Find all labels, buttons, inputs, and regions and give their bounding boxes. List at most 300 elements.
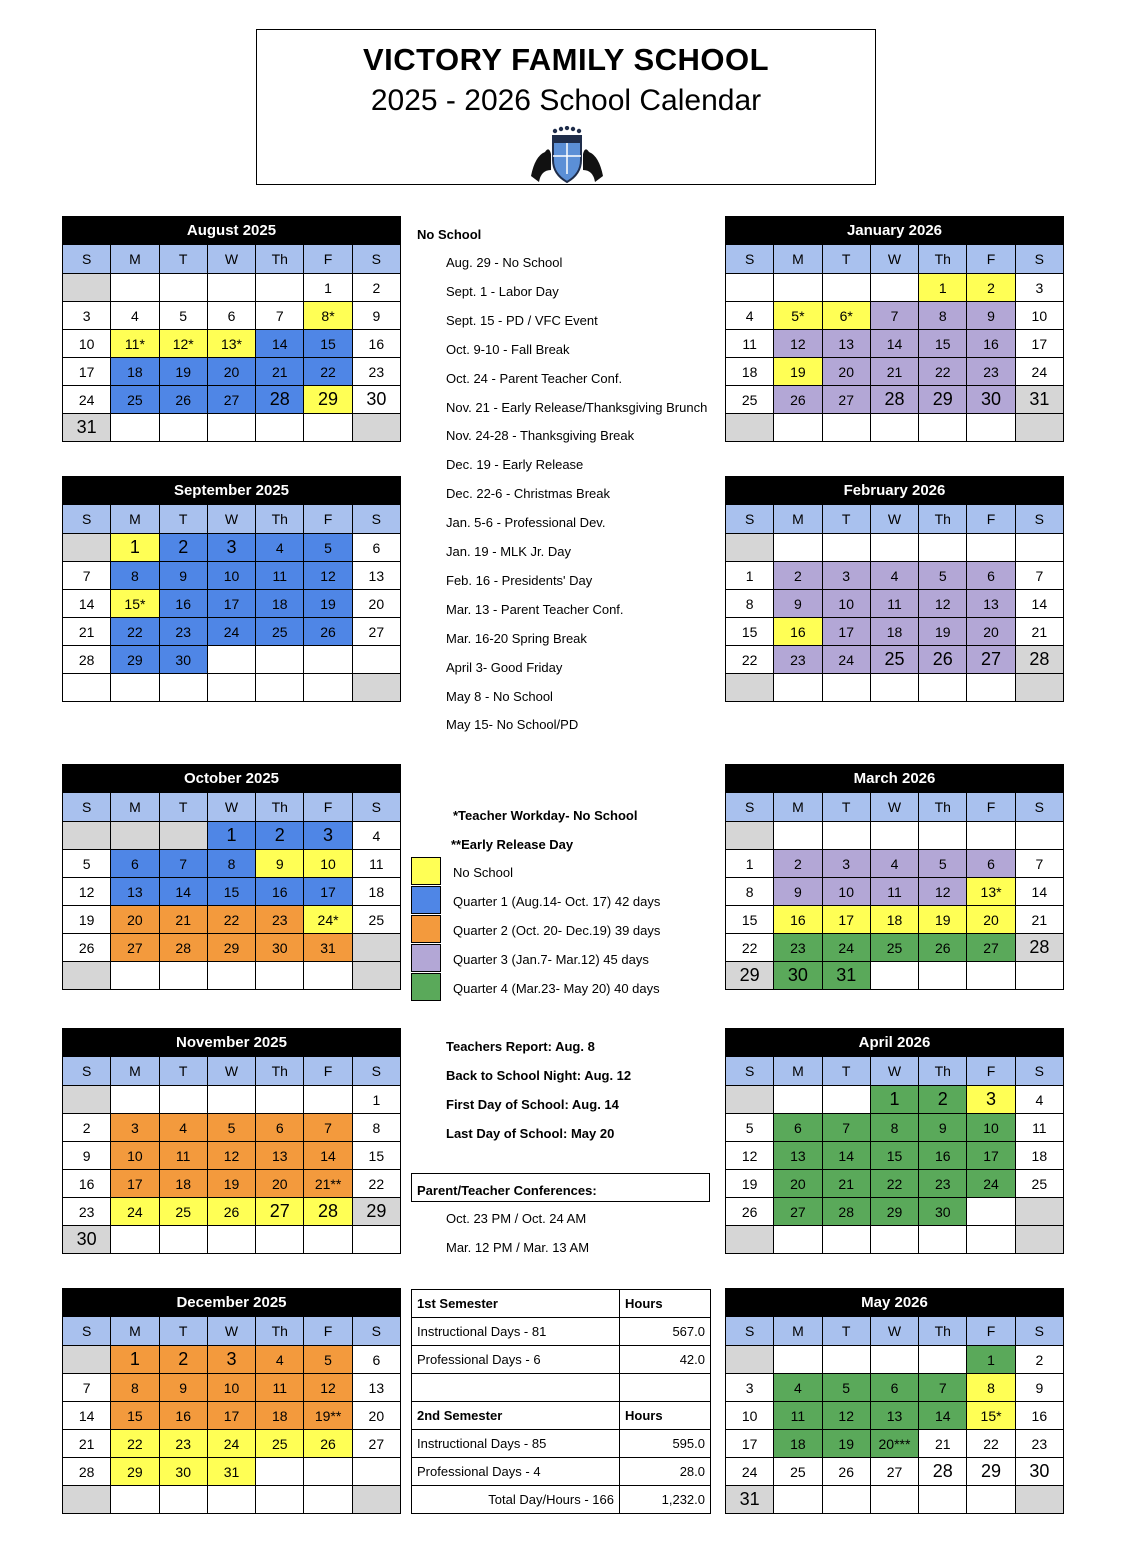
day-cell: 8	[967, 1374, 1015, 1402]
day-cell	[774, 1226, 822, 1254]
day-cell: 9	[159, 562, 207, 590]
day-cell	[63, 962, 111, 990]
day-cell: 6	[967, 562, 1015, 590]
day-cell	[256, 1086, 304, 1114]
month-title: October 2025	[62, 764, 401, 792]
week-row	[63, 414, 401, 442]
month-calendar	[62, 764, 401, 990]
day-cell: 22	[352, 1170, 400, 1198]
day-cell: 12	[822, 1402, 870, 1430]
day-cell	[304, 962, 352, 990]
day-cell: 27	[774, 1198, 822, 1226]
day-cell: 12	[304, 1374, 352, 1402]
weekday-header: S	[726, 1317, 774, 1346]
week-row	[63, 618, 401, 646]
day-cell: 17	[1015, 330, 1063, 358]
month-calendar	[62, 1028, 401, 1254]
day-cell	[822, 534, 870, 562]
day-cell: 29	[304, 386, 352, 414]
day-cell: 2	[967, 274, 1015, 302]
day-cell: 29	[111, 1458, 159, 1486]
weekday-header: F	[304, 505, 352, 534]
day-cell	[1015, 1198, 1063, 1226]
weekday-header-row	[726, 245, 1064, 274]
week-row	[726, 1346, 1064, 1374]
day-cell	[726, 274, 774, 302]
day-cell	[304, 1086, 352, 1114]
day-cell: 23	[774, 934, 822, 962]
day-cell: 15	[870, 1142, 918, 1170]
day-cell: 14	[159, 878, 207, 906]
day-cell: 21	[870, 358, 918, 386]
day-cell: 21	[1015, 906, 1063, 934]
day-cell	[726, 534, 774, 562]
day-cell: 11	[256, 562, 304, 590]
day-cell: 21**	[304, 1170, 352, 1198]
weekday-header: W	[870, 1317, 918, 1346]
week-row	[726, 822, 1064, 850]
week-row	[726, 934, 1064, 962]
day-cell: 29	[207, 934, 255, 962]
day-cell: 26	[207, 1198, 255, 1226]
day-cell: 1	[726, 850, 774, 878]
day-cell: 4	[870, 850, 918, 878]
day-cell	[1015, 1226, 1063, 1254]
day-cell: 30	[774, 962, 822, 990]
weekday-header: F	[967, 1317, 1015, 1346]
school-name: VICTORY FAMILY SCHOOL	[362, 42, 770, 77]
day-cell	[919, 1486, 967, 1514]
day-cell	[304, 646, 352, 674]
day-cell: 2	[63, 1114, 111, 1142]
day-cell: 16	[159, 1402, 207, 1430]
day-cell: 26	[774, 386, 822, 414]
day-cell: 2	[159, 1346, 207, 1374]
day-cell	[304, 1486, 352, 1514]
day-cell	[822, 1346, 870, 1374]
weekday-header-row	[63, 245, 401, 274]
day-cell: 26	[159, 386, 207, 414]
weekday-header: S	[63, 1317, 111, 1346]
day-cell	[919, 1226, 967, 1254]
weekday-header: T	[159, 1057, 207, 1086]
week-row	[63, 646, 401, 674]
week-row	[726, 358, 1064, 386]
day-cell	[304, 1458, 352, 1486]
day-cell: 9	[63, 1142, 111, 1170]
day-cell	[870, 822, 918, 850]
day-cell: 5	[304, 534, 352, 562]
day-cell	[111, 1086, 159, 1114]
day-cell: 3	[63, 302, 111, 330]
day-cell: 30	[967, 386, 1015, 414]
calendar-subtitle: 2025 - 2026 School Calendar	[370, 84, 762, 117]
day-cell: 4	[870, 562, 918, 590]
day-cell: 29	[870, 1198, 918, 1226]
weekday-header: M	[111, 793, 159, 822]
weekday-header-row	[63, 1317, 401, 1346]
week-row	[726, 274, 1064, 302]
month-title: April 2026	[725, 1028, 1064, 1056]
weekday-header: S	[352, 793, 400, 822]
day-cell: 1	[304, 274, 352, 302]
day-cell: 24*	[304, 906, 352, 934]
day-cell: 10	[304, 850, 352, 878]
day-cell: 24	[967, 1170, 1015, 1198]
day-cell	[726, 414, 774, 442]
weekday-header-row	[726, 1317, 1064, 1346]
weekday-header: T	[159, 793, 207, 822]
day-cell: 1	[870, 1086, 918, 1114]
day-cell: 13	[822, 330, 870, 358]
day-cell: 12*	[159, 330, 207, 358]
weekday-header: F	[304, 1057, 352, 1086]
week-row	[63, 878, 401, 906]
day-cell	[207, 674, 255, 702]
day-cell	[1015, 822, 1063, 850]
weekday-header: Th	[919, 505, 967, 534]
legend-label: Quarter 3 (Jan.7- Mar.12) 45 days	[453, 952, 649, 967]
week-row	[726, 1114, 1064, 1142]
day-cell: 27	[111, 934, 159, 962]
day-cell: 7	[63, 562, 111, 590]
day-cell	[159, 414, 207, 442]
day-cell	[352, 674, 400, 702]
day-cell: 17	[63, 358, 111, 386]
day-cell: 12	[63, 878, 111, 906]
day-cell: 11*	[111, 330, 159, 358]
week-row	[63, 302, 401, 330]
day-cell	[919, 822, 967, 850]
month-title: January 2026	[725, 216, 1064, 244]
day-cell: 16	[967, 330, 1015, 358]
day-cell: 29	[111, 646, 159, 674]
day-cell: 20***	[870, 1430, 918, 1458]
month-calendar	[725, 476, 1064, 702]
day-cell: 25	[256, 618, 304, 646]
weekday-header: S	[726, 245, 774, 274]
day-cell: 21	[919, 1430, 967, 1458]
day-cell: 3	[304, 822, 352, 850]
day-cell: 30	[63, 1226, 111, 1254]
day-cell: 21	[1015, 618, 1063, 646]
week-row	[63, 386, 401, 414]
day-cell	[63, 822, 111, 850]
week-row	[726, 962, 1064, 990]
day-cell: 7	[822, 1114, 870, 1142]
day-cell	[822, 822, 870, 850]
week-row	[63, 906, 401, 934]
day-cell: 22	[967, 1430, 1015, 1458]
day-cell: 18	[870, 618, 918, 646]
day-cell: 13	[352, 562, 400, 590]
day-cell: 24	[207, 1430, 255, 1458]
weekday-header: Th	[919, 1057, 967, 1086]
legend-swatch	[411, 857, 441, 885]
week-row	[63, 358, 401, 386]
weekday-header: S	[352, 1057, 400, 1086]
day-cell: 24	[726, 1458, 774, 1486]
day-cell	[352, 962, 400, 990]
day-cell: 18	[774, 1430, 822, 1458]
day-cell: 11	[870, 878, 918, 906]
day-cell	[774, 274, 822, 302]
day-cell: 13	[870, 1402, 918, 1430]
day-cell: 22	[870, 1170, 918, 1198]
day-cell: 4	[1015, 1086, 1063, 1114]
weekday-header: S	[352, 505, 400, 534]
day-cell: 27	[256, 1198, 304, 1226]
legend-swatch	[411, 886, 441, 914]
day-cell	[256, 414, 304, 442]
day-cell: 1	[967, 1346, 1015, 1374]
day-cell	[207, 1086, 255, 1114]
day-cell	[967, 1198, 1015, 1226]
day-cell: 2	[352, 274, 400, 302]
day-cell: 28	[63, 646, 111, 674]
day-cell: 21	[63, 618, 111, 646]
day-cell: 27	[352, 618, 400, 646]
day-cell: 18	[256, 1402, 304, 1430]
day-cell	[352, 1226, 400, 1254]
day-cell: 17	[822, 906, 870, 934]
day-cell: 6	[111, 850, 159, 878]
second-instructional-hours: 595.0	[620, 1430, 711, 1458]
day-cell	[870, 962, 918, 990]
day-cell: 30	[919, 1198, 967, 1226]
legend-label: Quarter 2 (Oct. 20- Dec.19) 39 days	[453, 923, 661, 938]
week-row	[63, 1142, 401, 1170]
day-cell: 15*	[967, 1402, 1015, 1430]
calendar-header	[256, 29, 876, 185]
weekday-header-row	[726, 505, 1064, 534]
month-title: May 2026	[725, 1288, 1064, 1316]
month-grid	[62, 504, 401, 702]
day-cell: 25	[159, 1198, 207, 1226]
day-cell	[63, 274, 111, 302]
day-cell: 2	[774, 850, 822, 878]
day-cell: 15	[919, 330, 967, 358]
day-cell: 17	[726, 1430, 774, 1458]
weekday-header: T	[822, 1057, 870, 1086]
month-grid	[62, 244, 401, 442]
day-cell	[111, 1226, 159, 1254]
month-grid	[725, 1316, 1064, 1514]
week-row	[63, 1226, 401, 1254]
day-cell: 2	[159, 534, 207, 562]
month-calendar	[62, 216, 401, 442]
no-school-item: Sept. 1 - Labor Day	[446, 283, 559, 299]
week-row	[63, 934, 401, 962]
day-cell: 26	[63, 934, 111, 962]
legend-label: No School	[453, 865, 513, 880]
day-cell: 5	[919, 850, 967, 878]
day-cell: 15	[304, 330, 352, 358]
week-row	[63, 1402, 401, 1430]
day-cell: 28	[1015, 934, 1063, 962]
day-cell: 22	[919, 358, 967, 386]
day-cell	[352, 414, 400, 442]
weekday-header: S	[63, 1057, 111, 1086]
legend-label: Quarter 4 (Mar.23- May 20) 40 days	[453, 981, 660, 996]
day-cell: 28	[256, 386, 304, 414]
day-cell: 3	[822, 850, 870, 878]
month-title: August 2025	[62, 216, 401, 244]
day-cell	[159, 962, 207, 990]
no-school-item: April 3- Good Friday	[446, 659, 563, 675]
day-cell	[111, 274, 159, 302]
day-cell	[256, 1458, 304, 1486]
weekday-header: M	[111, 1057, 159, 1086]
day-cell: 9	[1015, 1374, 1063, 1402]
semester-spacer	[412, 1374, 620, 1402]
day-cell: 15	[726, 618, 774, 646]
day-cell: 20	[207, 358, 255, 386]
month-title: February 2026	[725, 476, 1064, 504]
day-cell: 29	[967, 1458, 1015, 1486]
month-grid	[725, 244, 1064, 442]
weekday-header: F	[967, 793, 1015, 822]
day-cell	[919, 962, 967, 990]
day-cell: 29	[726, 962, 774, 990]
day-cell: 1	[726, 562, 774, 590]
day-cell: 18	[726, 358, 774, 386]
day-cell: 6	[352, 534, 400, 562]
week-row	[726, 386, 1064, 414]
weekday-header: W	[207, 793, 255, 822]
day-cell: 24	[1015, 358, 1063, 386]
day-cell: 7	[256, 302, 304, 330]
week-row	[726, 1458, 1064, 1486]
day-cell	[870, 1226, 918, 1254]
day-cell	[352, 646, 400, 674]
month-title: November 2025	[62, 1028, 401, 1056]
first-semester-hours-label: Hours	[620, 1290, 711, 1318]
week-row	[726, 878, 1064, 906]
early-release-note: **Early Release Day	[451, 837, 574, 852]
weekday-header: W	[207, 245, 255, 274]
day-cell	[919, 674, 967, 702]
day-cell: 22	[304, 358, 352, 386]
day-cell: 10	[726, 1402, 774, 1430]
day-cell: 14	[63, 590, 111, 618]
day-cell	[352, 1458, 400, 1486]
week-row	[63, 850, 401, 878]
day-cell: 6	[207, 302, 255, 330]
day-cell: 3	[207, 1346, 255, 1374]
day-cell: 20	[967, 906, 1015, 934]
weekday-header: S	[63, 245, 111, 274]
day-cell: 14	[1015, 590, 1063, 618]
day-cell	[822, 274, 870, 302]
school-crest-icon	[527, 126, 607, 184]
day-cell: 7	[304, 1114, 352, 1142]
day-cell	[207, 1226, 255, 1254]
second-semester-label: 2nd Semester	[412, 1402, 620, 1430]
day-cell: 10	[207, 562, 255, 590]
day-cell	[207, 414, 255, 442]
day-cell	[111, 674, 159, 702]
day-cell: 25	[111, 386, 159, 414]
week-row	[63, 534, 401, 562]
no-school-item: Jan. 19 - MLK Jr. Day	[446, 544, 571, 559]
day-cell: 31	[63, 414, 111, 442]
month-calendar	[62, 476, 401, 702]
day-cell: 29	[352, 1198, 400, 1226]
day-cell: 23	[63, 1198, 111, 1226]
day-cell: 9	[919, 1114, 967, 1142]
weekday-header: W	[870, 793, 918, 822]
weekday-header: S	[63, 793, 111, 822]
day-cell: 16	[352, 330, 400, 358]
week-row	[726, 1142, 1064, 1170]
no-school-item: Dec. 22-6 - Christmas Break	[446, 486, 610, 502]
key-date: First Day of School: Aug. 14	[446, 1097, 619, 1112]
weekday-header: S	[1015, 793, 1063, 822]
day-cell: 26	[726, 1198, 774, 1226]
day-cell: 27	[207, 386, 255, 414]
week-row	[63, 822, 401, 850]
day-cell: 9	[256, 850, 304, 878]
day-cell: 30	[1015, 1458, 1063, 1486]
day-cell: 25	[256, 1430, 304, 1458]
day-cell: 7	[919, 1374, 967, 1402]
day-cell: 11	[726, 330, 774, 358]
day-cell: 12	[304, 562, 352, 590]
day-cell: 5	[63, 850, 111, 878]
day-cell: 4	[256, 1346, 304, 1374]
day-cell: 22	[726, 934, 774, 962]
first-semester-label: 1st Semester	[412, 1290, 620, 1318]
day-cell: 12	[919, 878, 967, 906]
day-cell	[63, 534, 111, 562]
day-cell: 14	[1015, 878, 1063, 906]
day-cell	[159, 674, 207, 702]
weekday-header: M	[774, 505, 822, 534]
day-cell: 11	[1015, 1114, 1063, 1142]
day-cell	[967, 674, 1015, 702]
day-cell: 19	[207, 1170, 255, 1198]
day-cell: 18	[256, 590, 304, 618]
week-row	[63, 1114, 401, 1142]
day-cell: 30	[256, 934, 304, 962]
day-cell: 3	[726, 1374, 774, 1402]
day-cell	[63, 1486, 111, 1514]
day-cell	[774, 534, 822, 562]
day-cell: 10	[207, 1374, 255, 1402]
day-cell: 19	[304, 590, 352, 618]
no-school-item: Feb. 16 - Presidents' Day	[446, 572, 593, 588]
conferences-title: Parent/Teacher Conferences:	[417, 1183, 597, 1198]
week-row	[63, 1430, 401, 1458]
day-cell: 13	[352, 1374, 400, 1402]
no-school-item: Sept. 15 - PD / VFC Event	[446, 312, 598, 328]
day-cell: 5	[207, 1114, 255, 1142]
day-cell: 9	[967, 302, 1015, 330]
week-row	[726, 1198, 1064, 1226]
day-cell: 8	[111, 562, 159, 590]
day-cell: 16	[159, 590, 207, 618]
day-cell: 26	[919, 646, 967, 674]
week-row	[726, 562, 1064, 590]
day-cell: 30	[159, 646, 207, 674]
day-cell	[304, 1226, 352, 1254]
day-cell: 25	[870, 934, 918, 962]
day-cell	[967, 962, 1015, 990]
day-cell: 5*	[774, 302, 822, 330]
week-row	[726, 1086, 1064, 1114]
day-cell: 23	[1015, 1430, 1063, 1458]
